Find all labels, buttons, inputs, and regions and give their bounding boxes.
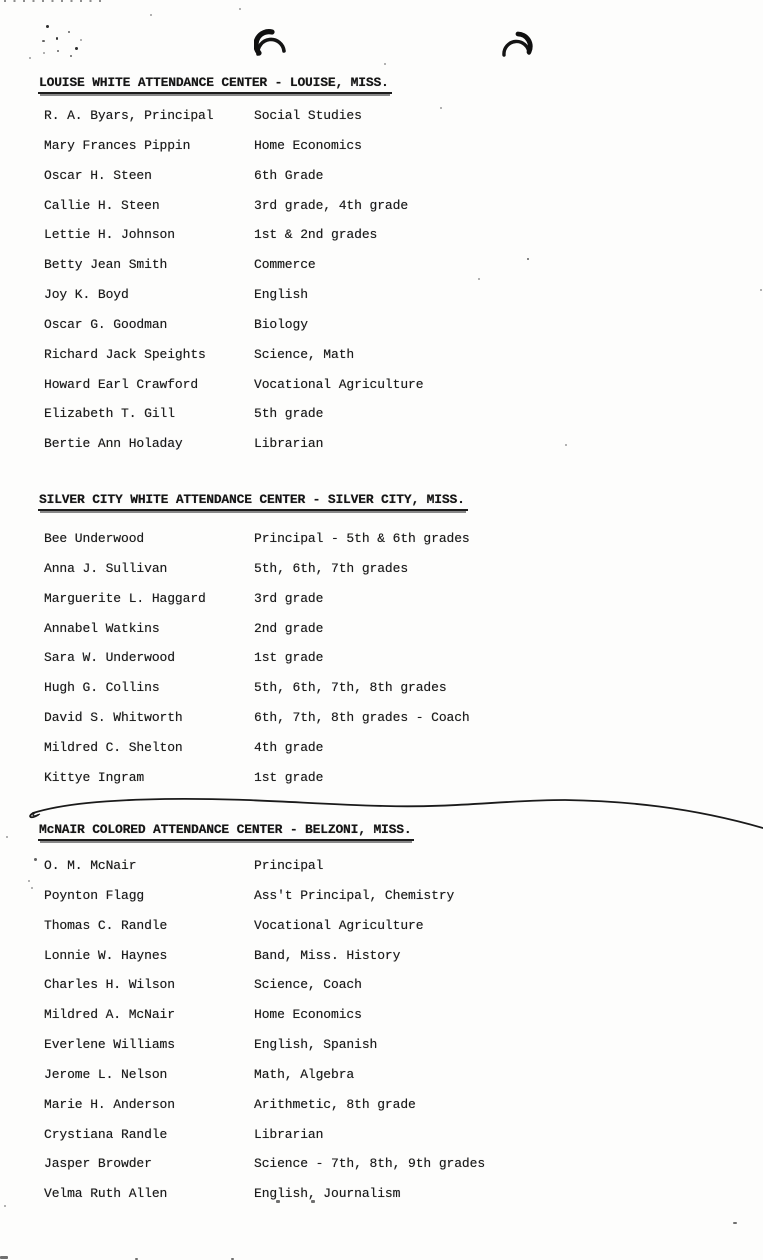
section-title: SILVER CITY WHITE ATTENDANCE CENTER - SILVER CITY, MISS. <box>38 492 468 511</box>
speck <box>29 57 31 59</box>
staff-row <box>0 138 763 168</box>
teaching-assignment: English, Journalism <box>254 1186 401 1202</box>
teaching-assignment: English, Spanish <box>254 1037 378 1053</box>
staff-row <box>0 740 763 770</box>
staff-row <box>0 650 763 680</box>
staff-row <box>0 918 763 948</box>
staff-row <box>0 377 763 407</box>
staff-row <box>0 948 763 978</box>
staff-list <box>0 531 763 800</box>
teacher-name: David S. Whitworth <box>44 710 183 726</box>
staff-row <box>0 888 763 918</box>
staff-row <box>0 680 763 710</box>
teaching-assignment: Commerce <box>254 257 316 273</box>
teacher-name: Anna J. Sullivan <box>44 560 168 576</box>
teaching-assignment: Vocational Agriculture <box>254 376 424 392</box>
teaching-assignment: Vocational Agriculture <box>254 917 424 933</box>
teaching-assignment: 5th grade <box>254 406 324 422</box>
teacher-name: Everlene Williams <box>44 1037 175 1053</box>
punch-hole-arc-icon <box>501 29 535 61</box>
punch-hole-arc-icon <box>254 26 290 60</box>
teacher-name: Sara W. Underwood <box>44 650 175 666</box>
attendance-center-section <box>0 492 763 792</box>
staff-row <box>0 406 763 436</box>
teacher-name: Charles H. Wilson <box>44 977 175 993</box>
teacher-name: R. A. Byars, Principal <box>44 108 214 123</box>
speck <box>68 31 70 33</box>
teacher-name: Lettie H. Johnson <box>44 227 175 243</box>
teacher-name: Mildred C. Shelton <box>44 739 183 755</box>
teacher-name: Thomas C. Randle <box>44 917 168 933</box>
teaching-assignment: Social Studies <box>254 108 362 123</box>
teacher-name: Howard Earl Crawford <box>44 376 199 392</box>
teaching-assignment: 5th, 6th, 7th grades <box>254 560 409 576</box>
staff-row <box>0 1156 763 1186</box>
teaching-assignment: Science - 7th, 8th, 9th grades <box>254 1156 486 1172</box>
speck <box>384 63 386 65</box>
staff-row <box>0 621 763 651</box>
teaching-assignment: Science, Math <box>254 346 355 362</box>
staff-row <box>0 1067 763 1097</box>
teacher-name: Betty Jean Smith <box>44 257 168 273</box>
staff-row <box>0 1097 763 1127</box>
staff-row <box>0 436 763 466</box>
staff-row <box>0 977 763 1007</box>
teacher-name: Marie H. Anderson <box>44 1096 175 1112</box>
staff-row <box>0 108 763 138</box>
speck <box>80 39 82 41</box>
teacher-name: Velma Ruth Allen <box>44 1186 168 1202</box>
speck <box>150 14 152 16</box>
teaching-assignment: Band, Miss. History <box>254 947 401 963</box>
teaching-assignment: Home Economics <box>254 137 362 153</box>
staff-row <box>0 591 763 621</box>
staff-row <box>0 1007 763 1037</box>
teaching-assignment: English <box>254 287 308 303</box>
attendance-center-section <box>0 822 763 1260</box>
teacher-name: Lonnie W. Haynes <box>44 947 168 963</box>
teacher-name: Oscar H. Steen <box>44 167 152 183</box>
teacher-name: Richard Jack Speights <box>44 346 206 362</box>
teaching-assignment: 6th Grade <box>254 167 324 183</box>
staff-row <box>0 858 763 888</box>
teacher-name: Callie H. Steen <box>44 197 160 213</box>
teaching-assignment: Biology <box>254 316 308 332</box>
teaching-assignment: 4th grade <box>254 739 324 755</box>
staff-list <box>0 858 763 1216</box>
teaching-assignment: 1st grade <box>254 769 324 785</box>
attendance-center-section <box>0 75 763 470</box>
staff-row <box>0 1186 763 1216</box>
staff-row <box>0 227 763 257</box>
staff-row <box>0 287 763 317</box>
teacher-name: Mary Frances Pippin <box>44 137 191 153</box>
staff-row <box>0 347 763 377</box>
teaching-assignment: Librarian <box>254 436 324 452</box>
teaching-assignment: Arithmetic, 8th grade <box>254 1096 416 1112</box>
teaching-assignment: 3rd grade, 4th grade <box>254 197 409 213</box>
speck <box>43 52 45 54</box>
staff-row <box>0 531 763 561</box>
teaching-assignment: Science, Coach <box>254 977 362 993</box>
teacher-name: Oscar G. Goodman <box>44 316 168 332</box>
speck <box>42 40 45 42</box>
staff-row <box>0 317 763 347</box>
teaching-assignment: 1st & 2nd grades <box>254 227 378 243</box>
teacher-name: Elizabeth T. Gill <box>44 406 175 422</box>
staff-row <box>0 770 763 800</box>
section-title: LOUISE WHITE ATTENDANCE CENTER - LOUISE, MISS. <box>38 75 392 94</box>
staff-list <box>0 108 763 466</box>
speck <box>57 50 59 52</box>
speck <box>239 8 241 10</box>
staff-row <box>0 1127 763 1157</box>
teacher-name: Kittye Ingram <box>44 769 145 785</box>
teacher-name: O. M. McNair <box>44 858 137 873</box>
teacher-name: Annabel Watkins <box>44 620 160 636</box>
teacher-name: Hugh G. Collins <box>44 680 160 696</box>
staff-row <box>0 710 763 740</box>
teacher-name: Jasper Browder <box>44 1156 152 1172</box>
teacher-name: Bertie Ann Holaday <box>44 436 183 452</box>
teaching-assignment: Home Economics <box>254 1007 362 1023</box>
section-title: McNAIR COLORED ATTENDANCE CENTER - BELZONI, MISS. <box>38 822 414 841</box>
teacher-name: Jerome L. Nelson <box>44 1066 168 1082</box>
teacher-name: Joy K. Boyd <box>44 287 129 303</box>
staff-row <box>0 168 763 198</box>
teacher-name: Poynton Flagg <box>44 887 145 903</box>
teaching-assignment: 5th, 6th, 7th, 8th grades <box>254 680 447 696</box>
teaching-assignment: Librarian <box>254 1126 324 1142</box>
speck <box>70 55 72 57</box>
teacher-name: Marguerite L. Haggard <box>44 590 206 606</box>
teacher-name: Mildred A. McNair <box>44 1007 175 1023</box>
teacher-name: Bee Underwood <box>44 531 145 546</box>
staff-row <box>0 561 763 591</box>
teaching-assignment: 6th, 7th, 8th grades - Coach <box>254 710 470 726</box>
teaching-assignment: Ass't Principal, Chemistry <box>254 887 455 903</box>
teaching-assignment: Math, Algebra <box>254 1066 355 1082</box>
staff-row <box>0 198 763 228</box>
speck <box>46 25 49 28</box>
teaching-assignment: Principal - 5th & 6th grades <box>254 531 470 546</box>
staff-row <box>0 257 763 287</box>
teaching-assignment: 2nd grade <box>254 620 324 636</box>
speck <box>56 37 58 40</box>
teaching-assignment: 3rd grade <box>254 590 324 606</box>
speck <box>75 47 78 50</box>
staff-row <box>0 1037 763 1067</box>
teaching-assignment: Principal <box>254 858 324 873</box>
teaching-assignment: 1st grade <box>254 650 324 666</box>
teacher-name: Crystiana Randle <box>44 1126 168 1142</box>
perforation-dashes <box>4 0 108 2</box>
